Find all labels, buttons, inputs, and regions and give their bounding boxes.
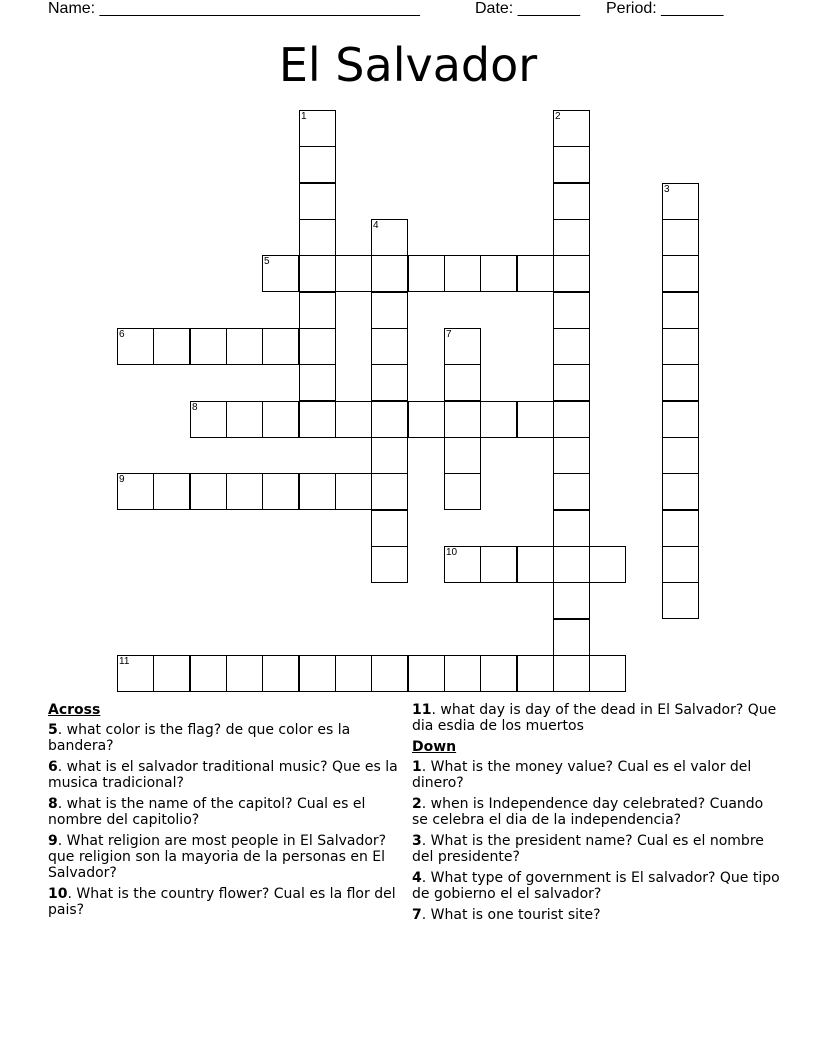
crossword-cell[interactable] [444,546,481,583]
crossword-cell[interactable] [553,546,590,583]
clue-text: what is the name of the capitol? Cual es el nombre del capitolio? [48,796,366,828]
clue-down-1: 1. What is the money value? Cual es el valor del dinero? [412,759,752,791]
crossword-cell[interactable] [444,255,481,292]
crossword-cell[interactable] [371,473,408,510]
clue-number: 1 [412,759,422,775]
crossword-cell[interactable] [190,401,227,438]
crossword-cell[interactable] [553,510,590,547]
clue-number: 2 [412,796,422,812]
crossword-cell[interactable] [299,364,336,401]
period-field[interactable]: Period: _______ [606,0,724,17]
crossword-cell[interactable] [553,582,590,619]
crossword-cell[interactable] [553,655,590,692]
crossword-cell[interactable] [371,255,408,292]
name-field[interactable]: Name: ____________________________________ [48,0,420,17]
crossword-cell[interactable] [371,655,408,692]
crossword-cell[interactable] [480,546,517,583]
date-field[interactable]: Date: _______ [475,0,580,17]
clue-number-label: 6 [119,329,125,340]
crossword-cell[interactable] [444,364,481,401]
clue-text: What is the money value? Cual es el valor del dinero? [412,759,752,791]
crossword-cell[interactable] [662,364,699,401]
crossword-cell[interactable] [444,473,481,510]
clue-text: when is Independence day celebrated? Cuando se celebra el dia de la independencia? [412,796,764,828]
crossword-cell[interactable] [262,401,299,438]
clue-across-8: 8. what is the name of the capitol? Cual es el nombre del capitolio? [48,796,366,828]
crossword-cell[interactable] [190,328,227,365]
crossword-cell[interactable] [371,292,408,329]
crossword-cell[interactable] [299,219,336,256]
crossword-cell[interactable] [117,655,154,692]
crossword-cell[interactable] [335,473,372,510]
crossword-cell[interactable] [553,146,590,183]
crossword-cell[interactable] [553,619,590,656]
crossword-cell[interactable] [371,219,408,256]
crossword-cell[interactable] [517,401,554,438]
clues-left-column [48,702,398,923]
clue-text: What is one tourist site? [430,907,601,923]
crossword-cell[interactable] [444,328,481,365]
clue-number: 6 [48,759,58,775]
crossword-cell[interactable] [408,401,445,438]
crossword-cell[interactable] [662,328,699,365]
clue-number: 4 [412,870,422,886]
crossword-cell[interactable] [153,473,190,510]
clue-text: What is the country flower? Cual es la flor del pais? [48,886,396,918]
crossword-cell[interactable] [262,328,299,365]
crossword-cell[interactable] [371,510,408,547]
crossword-cell[interactable] [299,655,336,692]
crossword-cell[interactable] [553,219,590,256]
clue-number-label: 11 [119,656,130,667]
crossword-cell[interactable] [226,328,263,365]
crossword-cell[interactable] [371,364,408,401]
crossword-cell[interactable] [662,437,699,474]
crossword-cell[interactable] [153,655,190,692]
crossword-cell[interactable] [517,546,554,583]
crossword-cell[interactable] [190,655,227,692]
crossword-cell[interactable] [553,401,590,438]
clue-number-label: 8 [192,402,198,413]
crossword-cell[interactable] [262,255,299,292]
crossword-cell[interactable] [371,401,408,438]
clue-text: What type of government is El salvador? Que tipo de gobierno el el salvador? [412,870,780,902]
crossword-cell[interactable] [589,546,626,583]
crossword-cell[interactable] [335,255,372,292]
clue-text: what is el salvador traditional music? Que es la musica tradicional? [48,759,398,791]
crossword-cell[interactable] [190,473,227,510]
clue-number-label: 3 [664,184,670,195]
crossword-cell[interactable] [444,401,481,438]
crossword-cell[interactable] [553,328,590,365]
clue-text: what day is day of the dead in El Salvador? Que dia esdia de los muertos [412,702,777,734]
crossword-cell[interactable] [553,437,590,474]
crossword-cell[interactable] [153,328,190,365]
clue-down-3: 3. What is the president name? Cual es el nombre del presidente? [412,833,764,865]
puzzle-title: El Salvador [278,38,538,92]
across-heading: Across [48,702,101,718]
crossword-cell[interactable] [117,328,154,365]
clue-down-4: 4. What type of government is El salvador? Que tipo de gobierno el el salvador? [412,870,780,902]
down-heading: Down [412,739,457,755]
crossword-cell[interactable] [480,401,517,438]
crossword-cell[interactable] [299,292,336,329]
clues-right-column [412,702,782,928]
clue-across-9: 9. What religion are most people in El Salvador? que religion son la mayoria de la personas en El Salvador? [48,833,387,881]
clue-across-11: 11. what day is day of the dead in El Salvador? Que dia esdia de los muertos [412,702,777,734]
crossword-cell[interactable] [553,110,590,147]
clue-down-2: 2. when is Independence day celebrated? Cuando se celebra el dia de la independencia? [412,796,764,828]
clue-number-label: 10 [446,547,458,558]
clue-number: 8 [48,796,58,812]
crossword-cell[interactable] [371,437,408,474]
crossword-cell[interactable] [480,655,517,692]
clue-down-7: 7. What is one tourist site? [412,907,601,923]
clue-number: 7 [412,907,422,923]
crossword-cell[interactable] [299,328,336,365]
crossword-cell[interactable] [517,655,554,692]
crossword-cell[interactable] [662,219,699,256]
clue-text: What religion are most people in El Salvador? que religion son la mayoria de la personas en El Salvador? [48,833,387,881]
crossword-cell[interactable] [553,364,590,401]
crossword-cell[interactable] [553,473,590,510]
crossword-cell[interactable] [335,401,372,438]
crossword-cell[interactable] [371,328,408,365]
clue-across-6: 6. what is el salvador traditional music? Que es la musica tradicional? [48,759,398,791]
clue-number: 5 [48,722,58,738]
crossword-cell[interactable] [408,655,445,692]
clue-number: 3 [412,833,422,849]
crossword-cell[interactable] [444,437,481,474]
clue-text: What is the president name? Cual es el nombre del presidente? [412,833,764,865]
crossword-cell[interactable] [299,183,336,220]
crossword-cell[interactable] [662,401,699,438]
crossword-cell[interactable] [517,255,554,292]
crossword-cell[interactable] [299,255,336,292]
crossword-cell[interactable] [662,510,699,547]
clue-number-label: 5 [264,256,270,267]
crossword-cell[interactable] [262,473,299,510]
crossword-cell[interactable] [262,655,299,692]
clue-number-label: 7 [446,329,452,340]
crossword-cell[interactable] [299,473,336,510]
crossword-cell[interactable] [553,183,590,220]
crossword-cell[interactable] [444,655,481,692]
student-info-header [48,0,768,22]
clue-across-10: 10. What is the country flower? Cual es la flor del pais? [48,886,396,918]
clue-across-5: 5. what color is the flag? de que color es la bandera? [48,722,351,754]
clue-number: 10 [48,886,68,902]
clue-number-label: 9 [119,474,125,485]
crossword-cell[interactable] [662,582,699,619]
clue-number-label: 1 [301,111,307,122]
crossword-cell[interactable] [226,473,263,510]
crossword-cell[interactable] [589,655,626,692]
crossword-cell[interactable] [299,110,336,147]
crossword-cell[interactable] [335,655,372,692]
crossword-cell[interactable] [299,401,336,438]
crossword-cell[interactable] [480,255,517,292]
crossword-cell[interactable] [226,401,263,438]
crossword-cell[interactable] [662,473,699,510]
clue-text: what color is the flag? de que color es la bandera? [48,722,351,754]
crossword-cell[interactable] [662,255,699,292]
crossword-cell[interactable] [408,255,445,292]
crossword-cell[interactable] [117,473,154,510]
clue-number: 9 [48,833,58,849]
crossword-cell[interactable] [662,183,699,220]
crossword-cell[interactable] [553,255,590,292]
clue-number-label: 4 [373,220,379,231]
clue-number: 11 [412,702,432,718]
crossword-cell[interactable] [371,546,408,583]
crossword-cell[interactable] [299,146,336,183]
crossword-cell[interactable] [553,292,590,329]
crossword-cell[interactable] [662,546,699,583]
crossword-cell[interactable] [226,655,263,692]
clue-number-label: 2 [555,111,561,122]
crossword-cell[interactable] [662,292,699,329]
